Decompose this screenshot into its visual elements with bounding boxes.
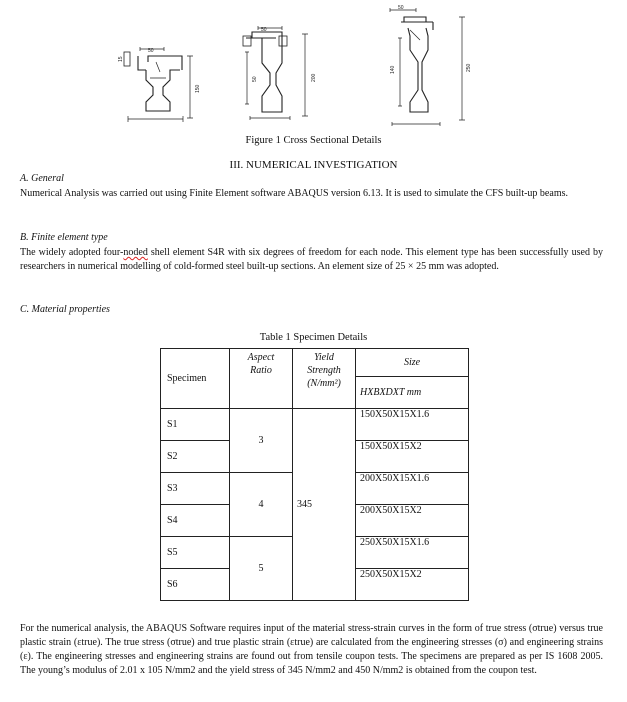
- fe-type-text-2: shell element S4R with six degrees of freedom for each node. This element type has been successfully used by researchers in numerical modelling of cold-formed steel built-up sections. An element size of 25 × 25 mm was adopted.: [20, 247, 603, 272]
- size-cell: 150X50X15X2: [356, 441, 469, 473]
- table-caption: Table 1 Specimen Details: [259, 332, 368, 343]
- size-cell: 250X50X15X2: [356, 569, 469, 601]
- spellcheck-flagged-word: noded: [123, 247, 148, 258]
- dim-label: 140: [390, 65, 396, 74]
- aspect-ratio-cell: 4: [230, 473, 293, 537]
- dim-label: 250: [466, 63, 472, 72]
- header-specimen: Specimen: [161, 349, 230, 409]
- dim-label: 50: [252, 76, 258, 82]
- closing-paragraph: For the numerical analysis, the ABAQUS Software requires input of the material stress-strain curves in the form of true stress (σtrue) versus true plastic strain (εtrue). The true stress (σtrue) and true plastic strain (εtrue) are calculated from the engineering stresses (σ) and engineering strains (ε). The engineering stresses and engineering strains are found out from tensile coupon tests. The specimens are prepared as per IS 1608 2005. The young’s modulus of 2.01 x 105 N/mm2 and the yield stress of 345 N/mm2 and 450 N/mm2 is obtained from the coupon test.: [20, 623, 603, 676]
- specimen-table: [160, 348, 469, 601]
- general-paragraph: Numerical Analysis was carried out using Finite Element software ABAQUS version 6.13. It is used to simulate the CFS built-up beams.: [20, 188, 568, 199]
- header-aspect-ratio: Aspect Ratio: [230, 349, 293, 409]
- aspect-ratio-cell: 5: [230, 537, 293, 601]
- subsection-general-heading: A. General: [20, 173, 64, 184]
- dim-label: 15: [118, 56, 124, 62]
- size-cell: 200X50X15X1.6: [356, 473, 469, 505]
- table-row-specimen: S4: [161, 505, 230, 537]
- header-yield-strength: Yield Strength (N/mm²): [293, 349, 356, 409]
- aspect-ratio-cell: 3: [230, 409, 293, 473]
- fe-type-paragraph: [20, 246, 603, 274]
- table-row-specimen: S3: [161, 473, 230, 505]
- dim-label: 200: [311, 73, 317, 82]
- dim-label: 50: [261, 27, 267, 33]
- table-row-specimen: S2: [161, 441, 230, 473]
- fe-type-text-1: The widely adopted four-: [20, 247, 124, 258]
- table-row-specimen: S1: [161, 409, 230, 441]
- section-title: III. NUMERICAL INVESTIGATION: [229, 159, 398, 171]
- dim-label: 50: [148, 48, 154, 54]
- header-size-units: HXBXDXT mm: [356, 377, 469, 409]
- size-cell: 150X50X15X1.6: [356, 409, 469, 441]
- section-1-drawing: [124, 47, 193, 122]
- section-3-drawing: [390, 8, 465, 126]
- size-cell: 200X50X15X2: [356, 505, 469, 537]
- yield-strength-cell: 345: [293, 409, 356, 601]
- dim-label: 50: [398, 5, 404, 11]
- subsection-material-heading: C. Material properties: [20, 304, 110, 315]
- section-2-drawing: [243, 26, 308, 120]
- figure-caption: Figure 1 Cross Sectional Details: [245, 135, 382, 146]
- table-row-specimen: S5: [161, 537, 230, 569]
- table-row-specimen: S6: [161, 569, 230, 601]
- dim-label: 150: [195, 84, 201, 93]
- cross-section-figure: [0, 0, 627, 135]
- subsection-fe-type-heading: B. Finite element type: [20, 232, 108, 243]
- header-size: Size: [356, 349, 469, 377]
- size-cell: 250X50X15X1.6: [356, 537, 469, 569]
